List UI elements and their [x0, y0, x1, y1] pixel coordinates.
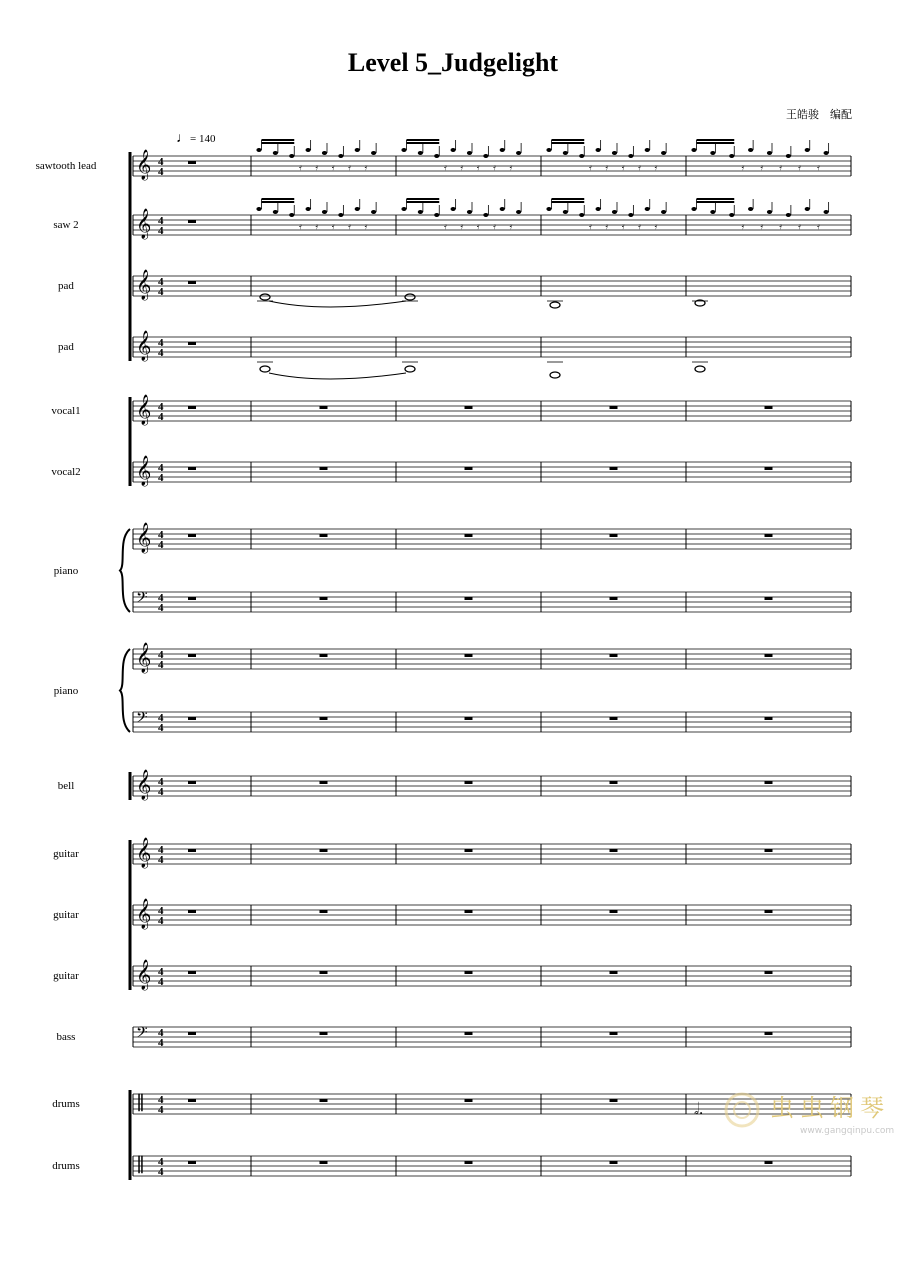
time-signature-top: 4: [158, 905, 164, 917]
sixteenth-rest: 𝄿: [817, 162, 820, 172]
note-head: [256, 207, 261, 211]
sixteenth-rest: 𝄿: [315, 162, 319, 172]
sixteenth-rest: 𝄿: [741, 162, 745, 172]
whole-rest: [188, 342, 196, 345]
note-head: [710, 210, 715, 214]
note-head: [418, 151, 423, 155]
bass-clef-icon: 𝄢: [136, 589, 148, 610]
sixteenth-rest: 𝄿: [460, 162, 464, 172]
whole-rest: [188, 281, 196, 284]
note-head: [322, 151, 327, 155]
time-signature-bottom: 4: [158, 347, 164, 359]
note-head: [786, 213, 791, 217]
treble-clef-icon: 𝄞: [136, 960, 152, 990]
sixteenth-rest: 𝄿: [779, 162, 783, 172]
time-signature-bottom: 4: [158, 225, 164, 237]
whole-note: [405, 366, 415, 372]
time-signature-top: 4: [158, 966, 164, 978]
whole-rest: [610, 1099, 618, 1102]
whole-rest: [465, 1032, 473, 1035]
staff: [133, 898, 851, 930]
whole-rest: [188, 467, 196, 470]
note-head: [645, 148, 650, 152]
sixteenth-rest: 𝄿: [444, 162, 447, 172]
note-head: [691, 148, 696, 152]
instrument-label: guitar: [53, 970, 79, 982]
whole-rest: [610, 654, 618, 657]
whole-rest: [320, 467, 328, 470]
time-signature-bottom: 4: [158, 166, 164, 178]
whole-rest: [610, 717, 618, 720]
time-signature-top: 4: [158, 844, 164, 856]
dotted-half-note: 𝅗𝅥.: [694, 1101, 704, 1118]
time-signature-top: 4: [158, 156, 164, 168]
sixteenth-rest: 𝄿: [364, 162, 368, 172]
note-head: [467, 151, 472, 155]
note-head: [596, 207, 601, 211]
sixteenth-rest: 𝄿: [589, 221, 592, 231]
sixteenth-rest: 𝄿: [798, 221, 802, 231]
note-head: [824, 210, 829, 214]
whole-note: [550, 302, 560, 308]
treble-clef-icon: 𝄞: [136, 150, 152, 180]
staff: [133, 394, 851, 426]
whole-rest: [765, 971, 773, 974]
time-signature-bottom: 4: [158, 539, 164, 551]
sixteenth-rest: 𝄿: [493, 221, 497, 231]
note-head: [563, 151, 568, 155]
whole-rest: [765, 717, 773, 720]
sixteenth-rest: 𝄿: [638, 162, 642, 172]
note-head: [371, 210, 376, 214]
treble-clef-icon: 𝄞: [136, 643, 152, 673]
watermark-text: 虫虫钢琴: [770, 1094, 890, 1122]
note-head: [434, 213, 439, 217]
whole-rest: [465, 534, 473, 537]
whole-rest: [465, 910, 473, 913]
note-head: [434, 154, 439, 158]
sixteenth-rest: 𝄿: [654, 162, 658, 172]
sixteenth-rest: 𝄿: [476, 162, 480, 172]
staff: [133, 269, 851, 301]
staff: [133, 1024, 851, 1049]
score-title: Level 5_Judgelight: [347, 48, 559, 77]
note-head: [546, 207, 551, 211]
sixteenth-rest: 𝄿: [444, 221, 447, 231]
note-head: [786, 154, 791, 158]
sixteenth-rest: 𝄿: [817, 221, 820, 231]
treble-clef-icon: 𝄞: [136, 770, 152, 800]
grand-staff-brace: [120, 649, 130, 732]
sixteenth-rest: 𝄿: [760, 162, 764, 172]
time-signature-top: 4: [158, 776, 164, 788]
staff: [133, 769, 851, 801]
instrument-label: drums: [52, 1098, 80, 1110]
sixteenth-rest: 𝄿: [638, 221, 642, 231]
whole-rest: [320, 597, 328, 600]
note-head: [729, 213, 734, 217]
whole-rest: [465, 849, 473, 852]
whole-rest: [188, 1032, 196, 1035]
note-head: [322, 210, 327, 214]
sixteenth-rest: 𝄿: [476, 221, 480, 231]
note-head: [748, 148, 753, 152]
whole-rest: [188, 781, 196, 784]
note-head: [483, 154, 488, 158]
treble-clef-icon: 𝄞: [136, 331, 152, 361]
sixteenth-rest: 𝄿: [509, 221, 513, 231]
note-head: [401, 148, 406, 152]
whole-rest: [610, 534, 618, 537]
note-head: [661, 210, 666, 214]
sixteenth-rest: 𝄿: [605, 221, 609, 231]
instrument-label: saw 2: [53, 219, 79, 231]
note-head: [289, 213, 294, 217]
bass-clef-icon: 𝄢: [136, 709, 148, 730]
time-signature-top: 4: [158, 712, 164, 724]
whole-rest: [465, 597, 473, 600]
sixteenth-rest: 𝄿: [315, 221, 319, 231]
percussion-clef-icon: ‖: [136, 1091, 145, 1112]
whole-rest: [320, 717, 328, 720]
whole-rest: [320, 849, 328, 852]
note-head: [500, 207, 505, 211]
note-head: [355, 148, 360, 152]
time-signature-bottom: 4: [158, 854, 164, 866]
whole-rest: [188, 534, 196, 537]
whole-rest: [610, 1032, 618, 1035]
sixteenth-rest: 𝄿: [760, 221, 764, 231]
time-signature-top: 4: [158, 529, 164, 541]
staff: [133, 642, 851, 674]
sixteenth-rest: 𝄿: [798, 162, 802, 172]
note-head: [338, 213, 343, 217]
instrument-label: pad: [58, 341, 74, 353]
instrument-label: drums: [52, 1160, 80, 1172]
whole-rest: [765, 467, 773, 470]
whole-rest: [320, 910, 328, 913]
staff: [133, 330, 851, 362]
instrument-label: bass: [56, 1031, 76, 1043]
whole-rest: [465, 654, 473, 657]
note-head: [748, 207, 753, 211]
whole-rest: [765, 406, 773, 409]
instrument-label: vocal1: [51, 405, 81, 417]
sixteenth-rest: 𝄿: [741, 221, 745, 231]
time-signature-top: 4: [158, 337, 164, 349]
time-signature-bottom: 4: [158, 1104, 164, 1116]
bass-clef-icon: 𝄢: [136, 1024, 148, 1045]
whole-rest: [610, 1161, 618, 1164]
tie: [269, 373, 406, 379]
time-signature-top: 4: [158, 649, 164, 661]
whole-note: [260, 366, 270, 372]
note-head: [729, 154, 734, 158]
percussion-clef-icon: ‖: [136, 1153, 145, 1174]
arranger-credit: 王皓骏 编配: [786, 108, 852, 121]
note-head: [612, 210, 617, 214]
time-signature-top: 4: [158, 592, 164, 604]
note-head: [691, 207, 696, 211]
treble-clef-icon: 𝄞: [136, 270, 152, 300]
staff: [133, 522, 851, 554]
whole-note: [260, 294, 270, 300]
note-head: [710, 151, 715, 155]
time-signature-bottom: 4: [158, 1166, 164, 1178]
sixteenth-rest: 𝄿: [493, 162, 497, 172]
note-head: [546, 148, 551, 152]
note-head: [289, 154, 294, 158]
instrument-label: bell: [57, 780, 75, 792]
note-head: [306, 148, 311, 152]
time-signature-top: 4: [158, 1156, 164, 1168]
whole-rest: [610, 467, 618, 470]
instrument-label: sawtooth lead: [35, 160, 97, 172]
whole-rest: [465, 467, 473, 470]
sixteenth-rest: 𝄿: [299, 221, 302, 231]
whole-rest: [320, 534, 328, 537]
note-head: [273, 151, 278, 155]
staff: [133, 589, 851, 614]
sixteenth-rest: 𝄿: [509, 162, 513, 172]
note-head: [483, 213, 488, 217]
note-head: [256, 148, 261, 152]
whole-rest: [765, 654, 773, 657]
whole-rest: [188, 1099, 196, 1102]
sixteenth-rest: 𝄿: [331, 162, 335, 172]
staff: [133, 959, 851, 991]
time-signature-bottom: 4: [158, 411, 164, 423]
time-signature-bottom: 4: [158, 976, 164, 988]
treble-clef-icon: 𝄞: [136, 523, 152, 553]
staff: [133, 709, 851, 734]
time-signature-bottom: 4: [158, 722, 164, 734]
note-head: [516, 151, 521, 155]
note-head: [306, 207, 311, 211]
whole-rest: [465, 406, 473, 409]
whole-rest: [320, 971, 328, 974]
whole-rest: [610, 781, 618, 784]
whole-rest: [465, 781, 473, 784]
whole-rest: [188, 910, 196, 913]
note-head: [338, 154, 343, 158]
time-signature-bottom: 4: [158, 786, 164, 798]
time-signature-top: 4: [158, 215, 164, 227]
sixteenth-rest: 𝄿: [654, 221, 658, 231]
note-head: [371, 151, 376, 155]
note-head: [805, 148, 810, 152]
whole-rest: [320, 1161, 328, 1164]
watermark-url: www.gangqinpu.com: [800, 1126, 895, 1136]
instrument-label: pad: [58, 280, 74, 292]
note-head: [628, 213, 633, 217]
sixteenth-rest: 𝄿: [364, 221, 368, 231]
whole-rest: [610, 971, 618, 974]
whole-rest: [188, 971, 196, 974]
note-head: [767, 210, 772, 214]
note-head: [824, 151, 829, 155]
note-head: [661, 151, 666, 155]
note-head: [401, 207, 406, 211]
staff: [133, 455, 851, 487]
whole-rest: [188, 1161, 196, 1164]
instrument-label: vocal2: [51, 466, 81, 478]
whole-note: [405, 294, 415, 300]
time-signature-bottom: 4: [158, 602, 164, 614]
whole-rest: [465, 971, 473, 974]
whole-rest: [465, 1161, 473, 1164]
time-signature-top: 4: [158, 401, 164, 413]
sixteenth-rest: 𝄿: [621, 221, 625, 231]
whole-rest: [465, 1099, 473, 1102]
whole-rest: [320, 781, 328, 784]
whole-rest: [320, 1099, 328, 1102]
note-head: [355, 207, 360, 211]
instrument-label: guitar: [53, 848, 79, 860]
note-head: [579, 213, 584, 217]
staff: [133, 837, 851, 869]
whole-rest: [188, 597, 196, 600]
instrument-label: piano: [53, 564, 79, 577]
sixteenth-rest: 𝄿: [621, 162, 625, 172]
whole-rest: [610, 406, 618, 409]
sixteenth-rest: 𝄿: [331, 221, 335, 231]
whole-rest: [188, 654, 196, 657]
note-head: [451, 148, 456, 152]
whole-rest: [188, 406, 196, 409]
whole-rest: [610, 597, 618, 600]
sixteenth-rest: 𝄿: [589, 162, 592, 172]
time-signature-bottom: 4: [158, 286, 164, 298]
whole-note: [695, 366, 705, 372]
time-signature-bottom: 4: [158, 659, 164, 671]
sixteenth-rest: 𝄿: [348, 162, 352, 172]
treble-clef-icon: 𝄞: [136, 838, 152, 868]
whole-rest: [765, 1032, 773, 1035]
treble-clef-icon: 𝄞: [136, 899, 152, 929]
tie: [269, 301, 406, 307]
treble-clef-icon: 𝄞: [136, 395, 152, 425]
whole-rest: [320, 1032, 328, 1035]
instrument-label: piano: [53, 684, 79, 697]
whole-rest: [320, 654, 328, 657]
treble-clef-icon: 𝄞: [136, 209, 152, 239]
whole-rest: [765, 1161, 773, 1164]
instrument-label: guitar: [53, 909, 79, 921]
note-head: [612, 151, 617, 155]
whole-rest: [610, 849, 618, 852]
whole-rest: [765, 597, 773, 600]
sixteenth-rest: 𝄿: [299, 162, 302, 172]
tempo-value: = 140: [190, 133, 216, 145]
whole-rest: [188, 161, 196, 164]
note-head: [805, 207, 810, 211]
time-signature-top: 4: [158, 276, 164, 288]
whole-rest: [188, 220, 196, 223]
time-signature-top: 4: [158, 1094, 164, 1106]
time-signature-bottom: 4: [158, 472, 164, 484]
staff: [133, 1153, 851, 1178]
note-head: [418, 210, 423, 214]
whole-rest: [610, 910, 618, 913]
note-head: [628, 154, 633, 158]
note-head: [273, 210, 278, 214]
time-signature-bottom: 4: [158, 1037, 164, 1049]
note-head: [596, 148, 601, 152]
whole-rest: [765, 849, 773, 852]
whole-rest: [188, 849, 196, 852]
whole-rest: [765, 534, 773, 537]
whole-rest: [765, 910, 773, 913]
time-signature-top: 4: [158, 462, 164, 474]
treble-clef-icon: 𝄞: [136, 456, 152, 486]
note-head: [563, 210, 568, 214]
time-signature-top: 4: [158, 1027, 164, 1039]
note-head: [467, 210, 472, 214]
whole-note: [550, 372, 560, 378]
whole-rest: [465, 717, 473, 720]
whole-rest: [765, 781, 773, 784]
time-signature-bottom: 4: [158, 915, 164, 927]
note-head: [451, 207, 456, 211]
sixteenth-rest: 𝄿: [460, 221, 464, 231]
grand-staff-brace: [120, 529, 130, 612]
sixteenth-rest: 𝄿: [348, 221, 352, 231]
whole-rest: [188, 717, 196, 720]
note-head: [500, 148, 505, 152]
note-head: [645, 207, 650, 211]
note-head: [516, 210, 521, 214]
sixteenth-rest: 𝄿: [779, 221, 783, 231]
whole-rest: [320, 406, 328, 409]
sixteenth-rest: 𝄿: [605, 162, 609, 172]
note-head: [579, 154, 584, 158]
quarter-note-icon: ♩: [176, 131, 190, 146]
note-head: [767, 151, 772, 155]
